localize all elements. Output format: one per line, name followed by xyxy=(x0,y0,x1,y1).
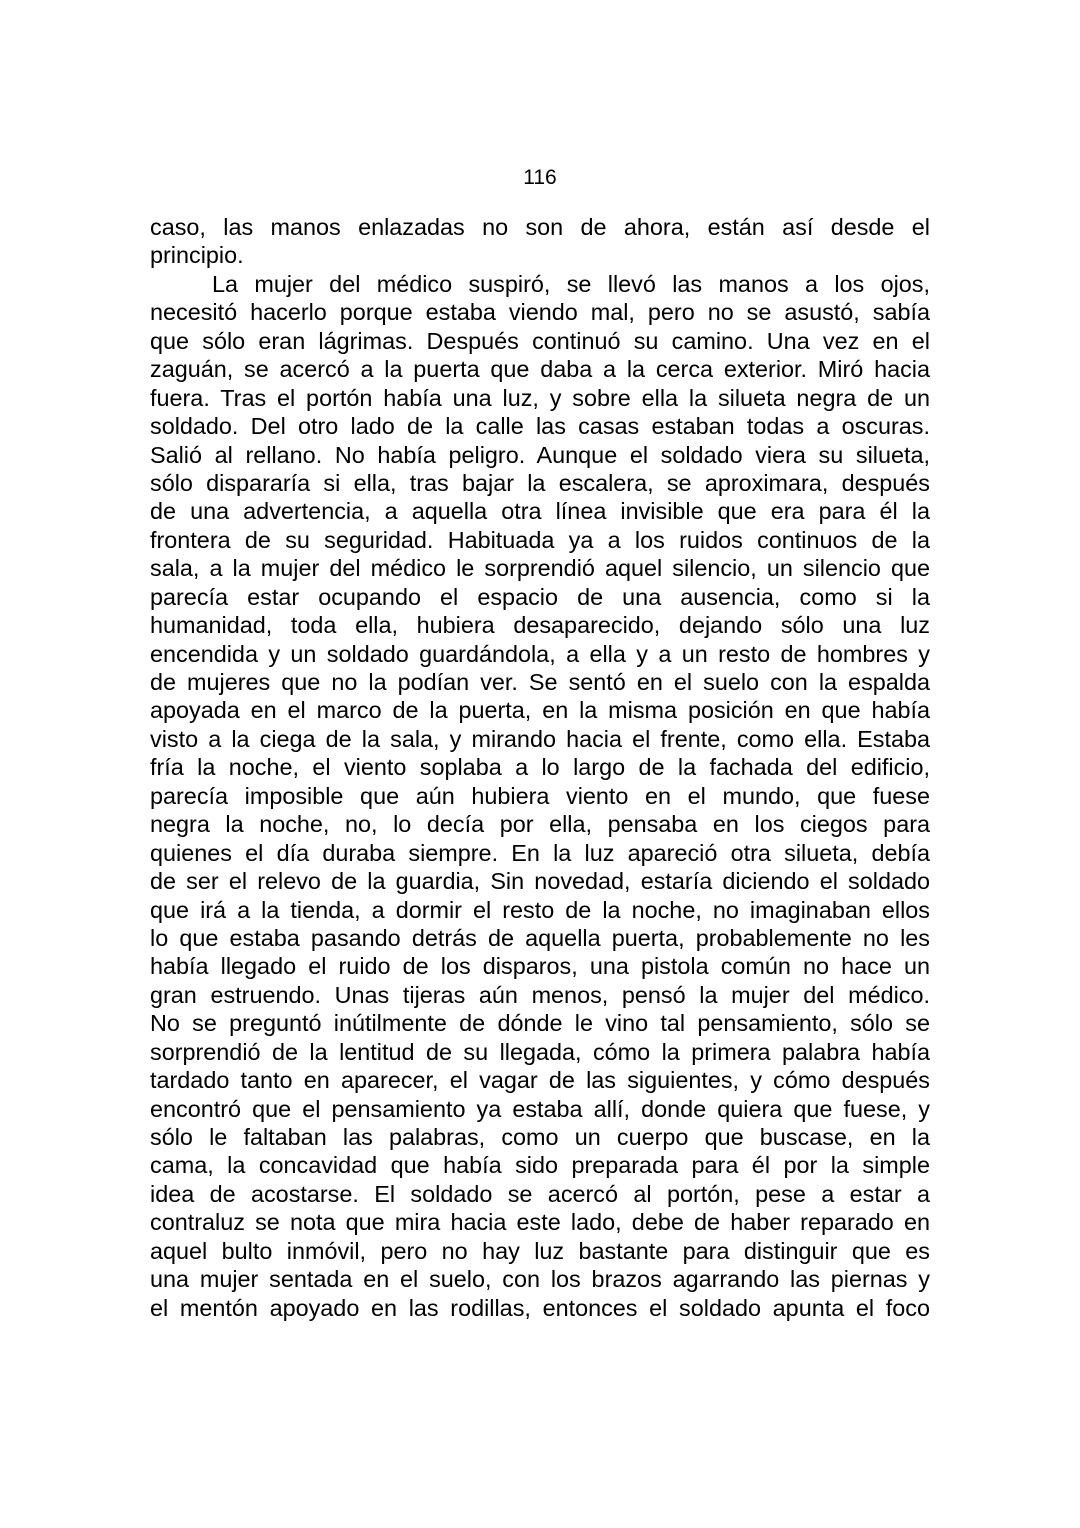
text-line: visto a la ciega de la sala, y mirando hacia el frente, como ella. Estaba xyxy=(150,725,930,752)
text-line: sólo dispararía si ella, tras bajar la escalera, se aproximara, después xyxy=(150,469,930,496)
text-line: de una advertencia, a aquella otra línea invisible que era para él la xyxy=(150,498,930,525)
text-line: caso, las manos enlazadas no son de ahora, están así desde el xyxy=(150,214,930,240)
body-text xyxy=(150,213,930,1322)
text-line: aquel bulto inmóvil, pero no hay luz bastante para distinguir que es xyxy=(150,1237,930,1264)
text-line: parecía imposible que aún hubiera viento en el mundo, que fuese xyxy=(150,782,930,809)
text-line: sorprendió de la lentitud de su llegada, cómo la primera palabra había xyxy=(150,1038,930,1065)
text-line: de mujeres que no la podían ver. Se sentó en el suelo con la espalda xyxy=(150,669,930,695)
text-line: necesitó hacerlo porque estaba viendo mal, pero no se asustó, sabía xyxy=(150,299,930,326)
text-line: zaguán, se acercó a la puerta que daba a la cerca exterior. Miró hacia xyxy=(150,356,930,383)
text-line: soldado. Del otro lado de la calle las casas estaban todas a oscuras. xyxy=(150,413,930,440)
text-line: había llegado el ruido de los disparos, una pistola común no hace un xyxy=(150,953,930,980)
text-line: el mentón apoyado en las rodillas, entonces el soldado apunta el foco xyxy=(150,1294,930,1321)
text-line: quienes el día duraba siempre. En la luz apareció otra silueta, debía xyxy=(150,839,930,866)
text-line: parecía estar ocupando el espacio de una ausencia, como si la xyxy=(150,583,930,610)
text-line: principio. xyxy=(150,242,244,269)
text-line: sólo le faltaban las palabras, como un cuerpo que buscase, en la xyxy=(150,1124,930,1150)
text-line: lo que estaba pasando detrás de aquella puerta, probablemente no les xyxy=(150,924,930,951)
text-line: idea de acostarse. El soldado se acercó al portón, pese a estar a xyxy=(150,1180,930,1207)
text-line: encendida y un soldado guardándola, a ella y a un resto de hombres y xyxy=(150,640,930,667)
text-line: frontera de su seguridad. Habituada ya a los ruidos continuos de la xyxy=(150,526,930,553)
text-line: fuera. Tras el portón había una luz, y sobre ella la silueta negra de un xyxy=(150,384,930,411)
text-line: negra la noche, no, lo decía por ella, pensaba en los ciegos para xyxy=(150,811,930,838)
text-line: que sólo eran lágrimas. Después continuó su camino. Una vez en el xyxy=(150,327,930,354)
text-line: una mujer sentada en el suelo, con los brazos agarrando las piernas y xyxy=(150,1266,930,1293)
text-line: de ser el relevo de la guardia, Sin novedad, estaría diciendo el soldado xyxy=(150,868,930,895)
text-line: encontró que el pensamiento ya estaba allí, donde quiera que fuese, y xyxy=(150,1095,930,1122)
text-line: apoyada en el marco de la puerta, en la misma posición en que había xyxy=(150,697,930,724)
text-line: humanidad, toda ella, hubiera desaparecido, dejando sólo una luz xyxy=(150,612,930,639)
text-line: que irá a la tienda, a dormir el resto de la noche, no imaginaban ellos xyxy=(150,896,930,923)
text-line: No se preguntó inútilmente de dónde le vino tal pensamiento, sólo se xyxy=(150,1010,930,1037)
text-line: Salió al rellano. No había peligro. Aunque el soldado viera su silueta, xyxy=(150,441,930,468)
text-line: tardado tanto en aparecer, el vagar de las siguientes, y cómo después xyxy=(150,1067,930,1094)
text-line: contraluz se nota que mira hacia este lado, debe de haber reparado en xyxy=(150,1209,930,1236)
text-line: gran estruendo. Unas tijeras aún menos, pensó la mujer del médico. xyxy=(150,981,930,1008)
text-line: fría la noche, el viento soplaba a lo largo de la fachada del edificio, xyxy=(150,754,930,781)
page-number: 116 xyxy=(523,166,557,189)
text-line: cama, la concavidad que había sido preparada para él por la simple xyxy=(150,1152,930,1179)
text-line: La mujer del médico suspiró, se llevó las manos a los ojos, xyxy=(212,270,930,297)
text-line: sala, a la mujer del médico le sorprendió aquel silencio, un silencio que xyxy=(150,555,930,582)
